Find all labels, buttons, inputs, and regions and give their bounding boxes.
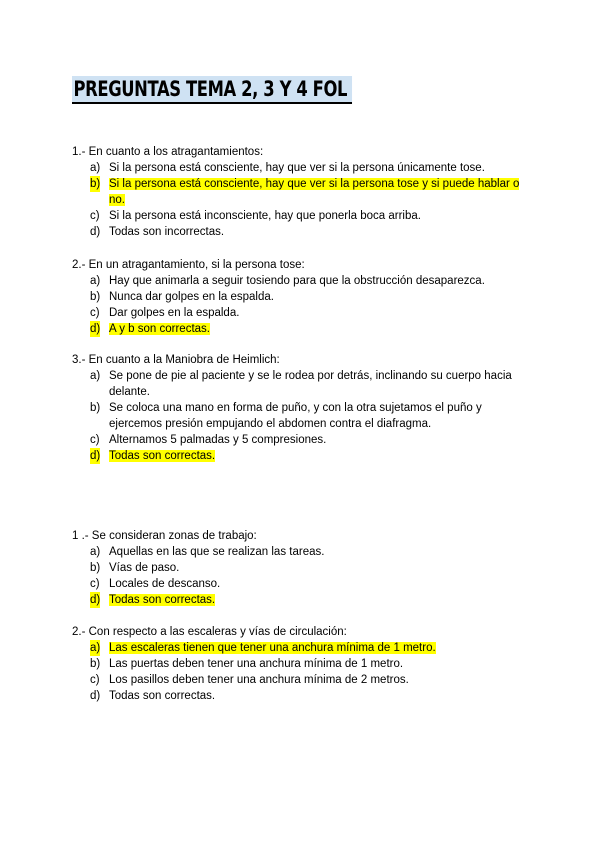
option-b — [72, 176, 532, 208]
question-1 — [72, 144, 532, 240]
option-a — [72, 544, 532, 560]
option-b — [72, 560, 532, 576]
option-letter: a) — [90, 546, 101, 558]
option-d — [72, 224, 532, 240]
option-text: Las puertas deben tener una anchura mínima de 1 metro. — [109, 658, 404, 670]
option-text: Los pasillos deben tener una anchura mínima de 2 metros. — [109, 674, 409, 686]
option-text: Las escaleras tienen que tener una anchura mínima de 1 metro. — [109, 642, 436, 654]
option-letter: b) — [90, 291, 101, 303]
option-letter: d) — [90, 594, 101, 606]
option-letter: b) — [90, 658, 101, 670]
option-c — [72, 305, 532, 321]
option-d — [72, 592, 532, 608]
option-text: Todas son incorrectas. — [109, 226, 225, 238]
option-letter: a) — [90, 642, 101, 654]
option-text: Si la persona está consciente, hay que ver si la persona únicamente tose. — [109, 162, 485, 174]
option-text: A y b son correctas. — [109, 323, 210, 335]
option-text: Dar golpes en la espalda. — [109, 307, 240, 319]
option-letter: b) — [90, 562, 101, 574]
option-text: Todas son correctas. — [109, 690, 216, 702]
option-letter: a) — [90, 275, 101, 287]
page-title: PREGUNTAS TEMA 2, 3 Y 4 FOL — [72, 76, 352, 104]
option-text: Aquellas en las que se realizan las tareas. — [109, 546, 325, 558]
option-text: Hay que animarla a seguir tosiendo para que la obstrucción desaparezca. — [109, 275, 485, 287]
question-stem: 2.- Con respecto a las escaleras y vías de circulación: — [72, 626, 347, 638]
option-c — [72, 432, 532, 448]
option-a — [72, 273, 532, 289]
question-stem: 1 .- Se consideran zonas de trabajo: — [72, 530, 257, 542]
option-letter: d) — [90, 690, 101, 702]
option-text: Vías de paso. — [109, 562, 180, 574]
option-a — [72, 640, 532, 656]
option-text: Se pone de pie al paciente y se le rodea por detrás, inclinando su cuerpo hacia delante. — [109, 370, 512, 398]
option-c — [72, 208, 532, 224]
option-a — [72, 160, 532, 176]
option-text: Locales de descanso. — [109, 578, 221, 590]
option-text: Si la persona está inconsciente, hay que ponerla boca arriba. — [109, 210, 421, 222]
option-letter: c) — [90, 307, 100, 319]
question-4 — [72, 528, 532, 608]
option-text: Nunca dar golpes en la espalda. — [109, 291, 274, 303]
option-letter: c) — [90, 210, 100, 222]
option-d — [72, 688, 532, 704]
option-d — [72, 321, 532, 337]
option-text: Todas son correctas. — [109, 450, 216, 462]
option-letter: b) — [90, 402, 101, 414]
question-3 — [72, 352, 532, 464]
option-text: Si la persona está consciente, hay que ver si la persona tose y si puede hablar o no. — [109, 178, 520, 206]
option-letter: c) — [90, 434, 100, 446]
option-b — [72, 289, 532, 305]
option-letter: d) — [90, 450, 101, 462]
question-5 — [72, 624, 532, 704]
question-stem: 3.- En cuanto a la Maniobra de Heimlich: — [72, 354, 280, 366]
option-c — [72, 576, 532, 592]
option-letter: d) — [90, 226, 101, 238]
option-letter: b) — [90, 178, 101, 190]
option-d — [72, 448, 532, 464]
option-letter: c) — [90, 578, 100, 590]
option-b — [72, 400, 532, 432]
option-letter: a) — [90, 162, 101, 174]
title-block — [72, 76, 431, 104]
option-letter: d) — [90, 323, 101, 335]
option-b — [72, 656, 532, 672]
option-c — [72, 672, 532, 688]
option-text: Se coloca una mano en forma de puño, y con la otra sujetamos el puño y ejercemos presión empujando el abdomen contra el diafragma. — [109, 402, 482, 430]
option-text: Alternamos 5 palmadas y 5 compresiones. — [109, 434, 327, 446]
option-a — [72, 368, 532, 400]
option-letter: a) — [90, 370, 101, 382]
question-stem: 1.- En cuanto a los atragantamientos: — [72, 146, 264, 158]
option-letter: c) — [90, 674, 100, 686]
question-2 — [72, 257, 532, 337]
question-stem: 2.- En un atragantamiento, si la persona tose: — [72, 259, 305, 271]
option-text: Todas son correctas. — [109, 594, 216, 606]
